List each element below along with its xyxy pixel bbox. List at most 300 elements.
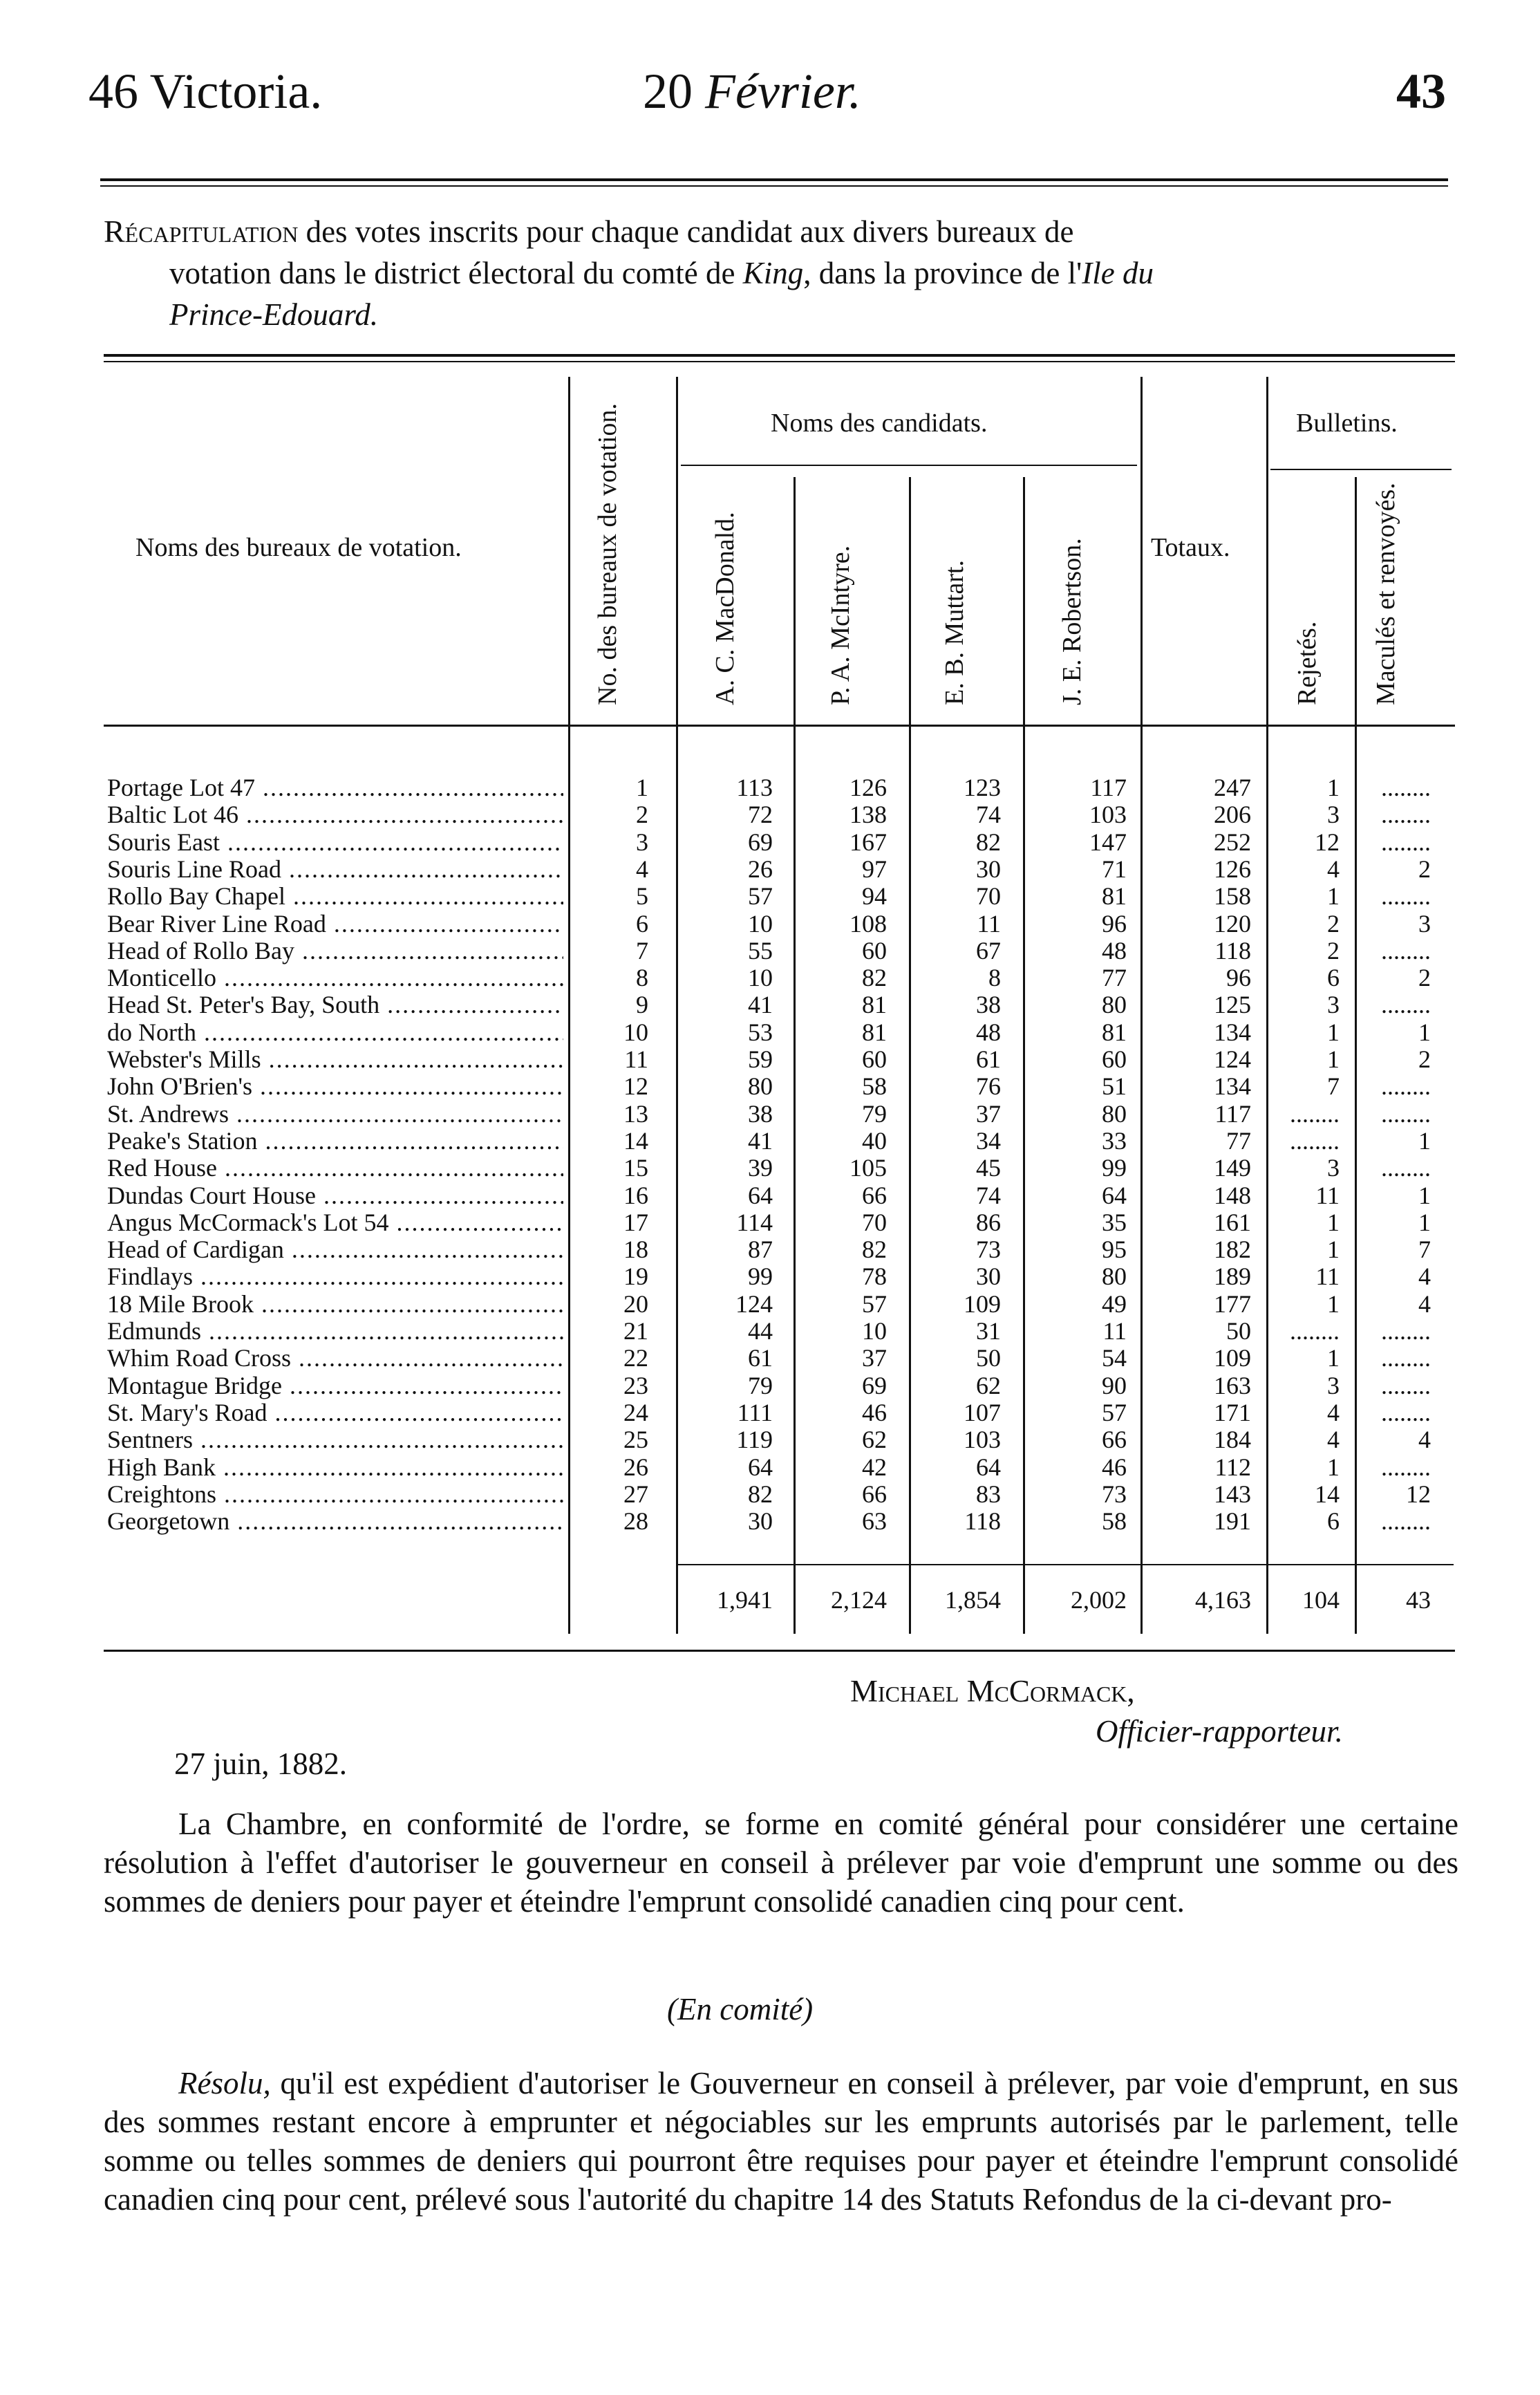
table-row [0,856,1540,883]
paragraph-2 [104,2064,1458,2219]
cell-total: 117 [1214,1099,1251,1128]
station-name: St. Mary's Road ..... [107,1399,563,1426]
station-name: Bear River Line Road ..... [107,911,563,938]
cell-total: 96 [1226,964,1251,992]
cell-c3: 70 [976,882,1001,911]
cell-no: 12 [623,1072,648,1101]
cell-rej: 3 [1327,1371,1340,1399]
cell-total: 182 [1214,1236,1251,1264]
cell-mac: ........ [1381,882,1431,911]
cell-rej: 3 [1327,801,1340,829]
committee-heading: (En comité) [667,1992,814,2026]
cell-no: 22 [623,1344,648,1372]
cell-c3: 107 [964,1398,1001,1426]
cell-mac: ........ [1381,1099,1431,1128]
recap-county: King [742,256,804,290]
table-row [0,1236,1540,1263]
cell-c2: 37 [862,1344,887,1372]
cell-rej: 3 [1327,991,1340,1019]
cell-c4: 11 [1102,1317,1127,1345]
cell-mac: 1 [1418,1181,1431,1209]
table-row [0,964,1540,991]
cell-total: 158 [1214,882,1251,911]
cell-c2: 81 [862,991,887,1019]
station-name: Head of Rollo Bay ..... [107,938,563,964]
recap-text: des votes inscrits pour chaque candidat aux divers bureaux de [306,214,1074,249]
station-name: Dundas Court House ..... [107,1182,563,1209]
total-c4: 2,002 [1071,1586,1127,1614]
cell-c2: 42 [862,1453,887,1481]
station-name: Peake's Station ..... [107,1128,563,1155]
cell-c1: 114 [736,1208,773,1236]
cell-c4: 73 [1102,1480,1127,1508]
cell-total: 252 [1214,828,1251,856]
cell-c3: 34 [976,1126,1001,1155]
cell-c1: 30 [748,1507,773,1536]
cell-no: 14 [623,1126,648,1155]
cell-mac: 1 [1418,1018,1431,1046]
cell-rej: 3 [1327,1154,1340,1182]
table-row [0,1426,1540,1453]
cell-no: 10 [623,1018,648,1046]
col-macules-header: Maculés et renvoyés. [1371,483,1400,705]
cell-no: 3 [636,828,648,856]
cell-mac: 1 [1418,1126,1431,1155]
cell-c4: 99 [1102,1154,1127,1182]
station-name: do North ..... [107,1019,563,1046]
station-name: Souris Line Road ..... [107,856,563,883]
cell-rej: 14 [1315,1480,1340,1508]
cell-c2: 60 [862,1045,887,1073]
cell-c4: 57 [1102,1398,1127,1426]
cell-mac: 4 [1418,1262,1431,1291]
table-row [0,829,1540,856]
station-name: 18 Mile Brook ..... [107,1291,563,1318]
table-row [0,1263,1540,1290]
page-number: 43 [1396,64,1446,119]
cell-mac: ........ [1381,936,1431,964]
table-rule-top2 [104,361,1455,362]
cell-c3: 74 [976,801,1001,829]
cell-rej: 1 [1327,1453,1340,1481]
cell-c3: 67 [976,936,1001,964]
cell-mac: ........ [1381,1371,1431,1399]
cell-no: 21 [623,1317,648,1345]
col-station-header: Noms des bureaux de votation. [135,533,462,562]
cell-no: 17 [623,1208,648,1236]
cell-c2: 57 [862,1289,887,1318]
paragraph-2-text: qu'il est expédient d'autoriser le Gouverneur en conseil à prélever, par voie d'emprunt, en sus des sommes restant encore à emprunter et négociables sur les emprunts autorisés par le parlement, telle somme ou telles sommes de deniers qui pourront être requises pour payer et éteindre l'emprunt consolidé canadien cinq pour cent, prélevé sous l'autorité du chapitre 14 des Statuts Refondus de la ci-devant pro- [104,2066,1458,2217]
cell-total: 134 [1214,1072,1251,1101]
signature-title: Officier-rapporteur. [1096,1714,1343,1749]
cell-c1: 87 [748,1236,773,1264]
table-row [0,1291,1540,1318]
cell-c2: 94 [862,882,887,911]
cell-rej: 6 [1327,1507,1340,1536]
table-row [0,1372,1540,1399]
station-name: Red House ..... [107,1155,563,1182]
table-row [0,774,1540,801]
cell-c1: 57 [748,882,773,911]
station-name: Portage Lot 47 ..... [107,774,563,801]
col-no-header-text: No. des bureaux de votation. [593,403,622,705]
cell-mac: ........ [1381,1507,1431,1536]
totals-row [0,1587,1540,1614]
cell-mac: 12 [1406,1480,1431,1508]
station-name: Head St. Peter's Bay, South ..... [107,991,563,1018]
cell-total: 118 [1214,936,1251,964]
table-row [0,1209,1540,1236]
cell-c4: 147 [1089,828,1127,856]
cell-total: 134 [1214,1018,1251,1046]
cell-mac: ........ [1381,1317,1431,1345]
cell-total: 124 [1214,1045,1251,1073]
table-row [0,1101,1540,1128]
header-left: 46 Victoria. [88,64,323,119]
cell-c3: 38 [976,991,1001,1019]
recap-lead: Récapitulation [104,214,299,249]
table-row [0,1345,1540,1372]
cell-rej: 2 [1327,909,1340,938]
table-row [0,801,1540,828]
cell-rej: 1 [1327,1018,1340,1046]
table-row [0,1399,1540,1426]
cell-c4: 96 [1102,909,1127,938]
cell-c1: 39 [748,1154,773,1182]
cell-mac: ........ [1381,1398,1431,1426]
station-name: John O'Brien's ..... [107,1073,563,1100]
cell-c4: 80 [1102,1262,1127,1291]
cell-c4: 103 [1089,801,1127,829]
cell-mac: 3 [1418,909,1431,938]
col-no-header [593,387,622,705]
header-day: 20 [643,64,693,119]
table-row [0,991,1540,1018]
cell-no: 8 [636,964,648,992]
cell-mac: ........ [1381,991,1431,1019]
cell-rej: 1 [1327,1236,1340,1264]
table-row [0,938,1540,964]
cell-no: 9 [636,991,648,1019]
cell-c1: 26 [748,855,773,883]
cell-c3: 103 [964,1426,1001,1454]
header-center [643,64,861,119]
cell-rej: 4 [1327,1398,1340,1426]
header-rule-top [100,178,1448,181]
cell-no: 7 [636,936,648,964]
cell-c4: 95 [1102,1236,1127,1264]
cell-rej: 1 [1327,1045,1340,1073]
cell-c1: 79 [748,1371,773,1399]
signature-date: 27 juin, 1882. [174,1746,348,1781]
cell-total: 191 [1214,1507,1251,1536]
cell-mac: ........ [1381,774,1431,801]
cell-c2: 10 [862,1317,887,1345]
cell-c4: 117 [1090,774,1127,801]
cell-c2: 46 [862,1398,887,1426]
cell-no: 16 [623,1181,648,1209]
cell-c2: 70 [862,1208,887,1236]
station-name: Baltic Lot 46 ..... [107,801,563,828]
cell-mac: ........ [1381,1453,1431,1481]
cell-c1: 38 [748,1099,773,1128]
table-row [0,1182,1540,1209]
candidate-3-header: E. B. Muttart. [940,559,969,705]
table-row [0,1019,1540,1046]
cell-c1: 72 [748,801,773,829]
cell-total: 163 [1214,1371,1251,1399]
recap-line2-start: votation dans le district électoral du comté de [169,256,735,290]
cell-no: 20 [623,1289,648,1318]
cell-c4: 48 [1102,936,1127,964]
cell-total: 161 [1214,1208,1251,1236]
cell-c4: 64 [1102,1181,1127,1209]
station-name: Sentners ..... [107,1426,563,1453]
cell-total: 148 [1214,1181,1251,1209]
bulletins-group-rule [1270,469,1452,470]
cell-c1: 119 [736,1426,773,1454]
cell-rej: 4 [1327,855,1340,883]
cell-total: 189 [1214,1262,1251,1291]
total-macules: 43 [1406,1586,1431,1614]
cell-mac: 4 [1418,1426,1431,1454]
cell-no: 2 [636,801,648,829]
table-header-rule [104,725,1455,727]
cell-c1: 80 [748,1072,773,1101]
cell-c1: 10 [748,964,773,992]
cell-c3: 50 [976,1344,1001,1372]
cell-c1: 82 [748,1480,773,1508]
cell-c1: 111 [737,1398,773,1426]
cell-c4: 58 [1102,1507,1127,1536]
recap-line2-mid: , dans la province de l' [803,256,1082,290]
cell-c3: 109 [964,1289,1001,1318]
cell-c2: 105 [849,1154,887,1182]
table-row [0,1128,1540,1155]
table-rule-bottom [104,1650,1455,1652]
cell-c1: 41 [748,1126,773,1155]
table-rule-top [104,354,1455,357]
cell-c1: 99 [748,1262,773,1291]
cell-c2: 66 [862,1480,887,1508]
station-name: Souris East ..... [107,829,563,856]
cell-rej: 2 [1327,936,1340,964]
cell-c2: 62 [862,1426,887,1454]
paragraph-1: La Chambre, en conformité de l'ordre, se forme en comité général pour considérer une certaine résolution à l'effet d'autoriser le gouverneur en conseil à prélever par voie d'emprunt une somme ou des sommes de deniers pour payer et éteindre l'emprunt consolidé canadien cinq pour cent. [104,1807,1458,1919]
col-totaux-header: Totaux. [1151,533,1230,562]
cell-total: 177 [1214,1289,1251,1318]
cell-c1: 61 [748,1344,773,1372]
cell-c3: 48 [976,1018,1001,1046]
cell-c2: 82 [862,1236,887,1264]
cell-no: 23 [623,1371,648,1399]
cell-c2: 63 [862,1507,887,1536]
candidates-group-header: Noms des candidats. [771,409,988,438]
cell-c2: 81 [862,1018,887,1046]
cell-c2: 58 [862,1072,887,1101]
cell-c2: 78 [862,1262,887,1291]
candidates-group-rule [681,465,1137,466]
header-rule-bottom [100,185,1448,187]
table-row [0,1481,1540,1508]
cell-no: 18 [623,1236,648,1264]
table-row [0,1508,1540,1535]
cell-total: 143 [1214,1480,1251,1508]
cell-no: 27 [623,1480,648,1508]
cell-c4: 80 [1102,1099,1127,1128]
total-rejetes: 104 [1302,1586,1340,1614]
cell-rej: 1 [1327,1289,1340,1318]
cell-c3: 123 [964,774,1001,801]
cell-c2: 138 [849,801,887,829]
table-row [0,1046,1540,1073]
cell-mac: 2 [1418,1045,1431,1073]
total-c2: 2,124 [831,1586,887,1614]
cell-no: 24 [623,1398,648,1426]
cell-rej: 1 [1327,882,1340,911]
cell-c3: 61 [976,1045,1001,1073]
station-name: High Bank ..... [107,1454,563,1481]
cell-c3: 76 [976,1072,1001,1101]
cell-total: 206 [1214,801,1251,829]
cell-mac: ........ [1381,1154,1431,1182]
cell-c4: 60 [1102,1045,1127,1073]
station-name: Rollo Bay Chapel ..... [107,883,563,910]
cell-mac: 7 [1418,1236,1431,1264]
cell-c4: 49 [1102,1289,1127,1318]
cell-total: 112 [1214,1453,1251,1481]
cell-total: 109 [1214,1344,1251,1372]
recap-province: Ile du [1082,256,1154,290]
cell-c3: 74 [976,1181,1001,1209]
cell-c4: 54 [1102,1344,1127,1372]
cell-c1: 44 [748,1317,773,1345]
cell-c2: 40 [862,1126,887,1155]
cell-c2: 66 [862,1181,887,1209]
cell-no: 28 [623,1507,648,1536]
cell-total: 149 [1214,1154,1251,1182]
cell-c4: 71 [1102,855,1127,883]
cell-rej: 6 [1327,964,1340,992]
cell-c2: 108 [849,909,887,938]
cell-mac: ........ [1381,828,1431,856]
station-name: Findlays ..... [107,1263,563,1290]
cell-total: 184 [1214,1426,1251,1454]
cell-total: 50 [1226,1317,1251,1345]
cell-c1: 69 [748,828,773,856]
table-row [0,883,1540,910]
total-c1: 1,941 [717,1586,773,1614]
cell-no: 19 [623,1262,648,1291]
cell-no: 6 [636,909,648,938]
cell-c4: 35 [1102,1208,1127,1236]
cell-mac: 4 [1418,1289,1431,1318]
cell-c1: 53 [748,1018,773,1046]
cell-c1: 10 [748,909,773,938]
station-name: Angus McCormack's Lot 54 ..... [107,1209,563,1236]
station-name: Webster's Mills ..... [107,1046,563,1073]
table-row [0,1454,1540,1481]
cell-c2: 167 [849,828,887,856]
table-row [0,911,1540,938]
cell-mac: ........ [1381,801,1431,829]
recap-title [104,211,1445,335]
cell-c2: 126 [849,774,887,801]
table-row [0,1073,1540,1100]
cell-rej: 1 [1327,774,1340,801]
resolu-label: Résolu, [178,2066,271,2100]
cell-c3: 30 [976,855,1001,883]
table-row [0,1318,1540,1345]
cell-rej: ........ [1290,1126,1340,1155]
header-month: Février. [705,64,861,119]
cell-rej: 12 [1315,828,1340,856]
cell-no: 5 [636,882,648,911]
cell-mac: ........ [1381,1344,1431,1372]
cell-no: 26 [623,1453,648,1481]
totals-rule [676,1564,1454,1565]
cell-no: 25 [623,1426,648,1454]
station-name: Edmunds ..... [107,1318,563,1345]
cell-c4: 33 [1102,1126,1127,1155]
total-c3: 1,854 [945,1586,1001,1614]
cell-c3: 73 [976,1236,1001,1264]
station-name: Creightons ..... [107,1481,563,1508]
cell-rej: 11 [1315,1262,1340,1291]
cell-c3: 118 [964,1507,1001,1536]
cell-c1: 64 [748,1181,773,1209]
cell-mac: 1 [1418,1208,1431,1236]
cell-total: 247 [1214,774,1251,801]
cell-c1: 64 [748,1453,773,1481]
cell-c3: 86 [976,1208,1001,1236]
cell-total: 120 [1214,909,1251,938]
candidate-2-header: P. A. McIntyre. [826,545,855,705]
station-name: Georgetown ..... [107,1508,563,1535]
cell-c2: 82 [862,964,887,992]
cell-mac: 2 [1418,855,1431,883]
cell-c1: 55 [748,936,773,964]
cell-rej: 4 [1327,1426,1340,1454]
cell-no: 13 [623,1099,648,1128]
candidate-1-header: A. C. MacDonald. [711,512,740,705]
cell-c4: 81 [1102,1018,1127,1046]
cell-no: 15 [623,1154,648,1182]
cell-c4: 51 [1102,1072,1127,1101]
cell-c4: 46 [1102,1453,1127,1481]
recap-line3: Prince-Edouard. [169,297,379,332]
station-name: St. Andrews ..... [107,1101,563,1128]
cell-c2: 69 [862,1371,887,1399]
cell-c3: 45 [976,1154,1001,1182]
table-row [0,1155,1540,1182]
cell-c3: 64 [976,1453,1001,1481]
cell-c4: 81 [1102,882,1127,911]
total-all: 4,163 [1195,1586,1251,1614]
cell-no: 11 [624,1045,648,1073]
signature-name: Michael McCormack, [850,1674,1135,1708]
station-name: Whim Road Cross ..... [107,1345,563,1372]
cell-c3: 30 [976,1262,1001,1291]
col-rejetes-header: Rejetés. [1293,621,1322,705]
cell-rej: ........ [1290,1317,1340,1345]
cell-c3: 62 [976,1371,1001,1399]
cell-total: 125 [1214,991,1251,1019]
cell-c1: 41 [748,991,773,1019]
cell-total: 126 [1214,855,1251,883]
cell-mac: 2 [1418,964,1431,992]
cell-c1: 59 [748,1045,773,1073]
